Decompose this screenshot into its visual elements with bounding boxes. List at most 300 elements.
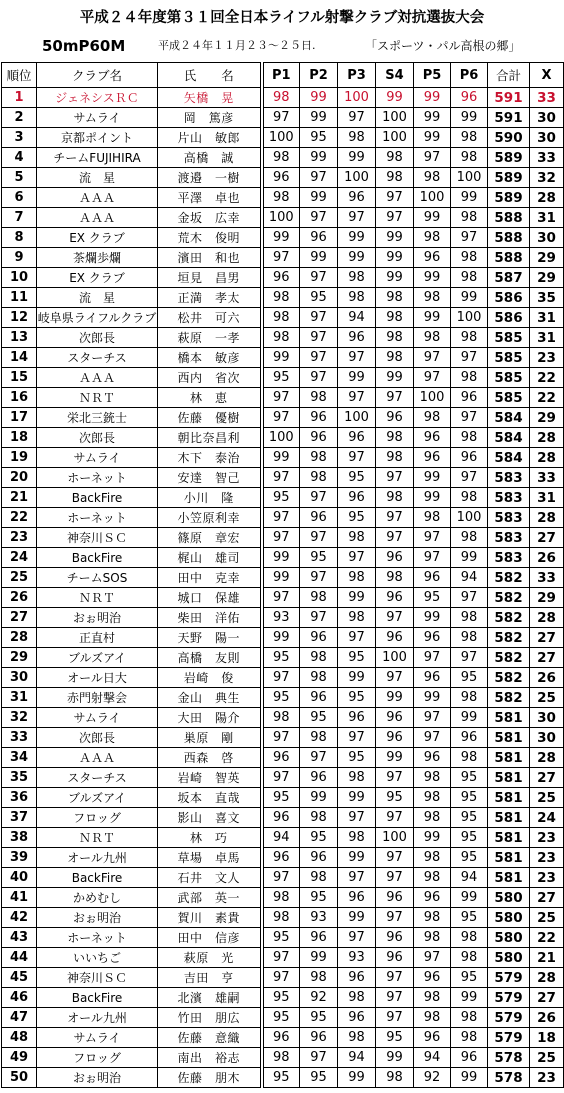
score-p5-cell: 99 bbox=[414, 268, 451, 288]
score-p1-cell: 96 bbox=[262, 748, 300, 768]
score-p1-cell: 99 bbox=[262, 568, 300, 588]
score-s4-cell: 99 bbox=[376, 748, 414, 768]
score-p1-cell: 95 bbox=[262, 988, 300, 1008]
x-count-cell: 27 bbox=[530, 628, 564, 648]
name-cell: 濱田 和也 bbox=[158, 248, 262, 268]
x-count-cell: 28 bbox=[530, 508, 564, 528]
table-row bbox=[2, 288, 564, 308]
name-cell: 吉田 亨 bbox=[158, 968, 262, 988]
score-p2-cell: 96 bbox=[300, 508, 338, 528]
table-row bbox=[2, 948, 564, 968]
score-p2-cell: 96 bbox=[300, 628, 338, 648]
table-row bbox=[2, 568, 564, 588]
score-s4-cell: 98 bbox=[376, 168, 414, 188]
x-count-cell: 26 bbox=[530, 1008, 564, 1028]
score-p1-cell: 97 bbox=[262, 528, 300, 548]
table-row bbox=[2, 588, 564, 608]
score-p5-cell: 96 bbox=[414, 428, 451, 448]
score-s4-cell: 95 bbox=[376, 788, 414, 808]
club-cell: サムライ bbox=[37, 108, 158, 128]
score-p2-cell: 95 bbox=[300, 128, 338, 148]
score-p1-cell: 97 bbox=[262, 948, 300, 968]
score-p6-cell: 97 bbox=[451, 228, 488, 248]
total-cell: 580 bbox=[488, 908, 530, 928]
score-p2-cell: 95 bbox=[300, 828, 338, 848]
score-p5-cell: 99 bbox=[414, 128, 451, 148]
score-p5-cell: 98 bbox=[414, 328, 451, 348]
score-s4-cell: 96 bbox=[376, 408, 414, 428]
table-row bbox=[2, 888, 564, 908]
table-row bbox=[2, 528, 564, 548]
table-row bbox=[2, 408, 564, 428]
club-cell: ジェネシスＲＣ bbox=[37, 88, 158, 108]
score-p6-cell: 95 bbox=[451, 848, 488, 868]
score-p1-cell: 97 bbox=[262, 588, 300, 608]
rank-cell: 35 bbox=[2, 768, 37, 788]
rank-cell: 12 bbox=[2, 308, 37, 328]
rank-cell: 26 bbox=[2, 588, 37, 608]
rank-cell: 21 bbox=[2, 488, 37, 508]
name-cell: 小笠原利幸 bbox=[158, 508, 262, 528]
club-cell: ＡＡＡ bbox=[37, 188, 158, 208]
score-p3-cell: 97 bbox=[338, 928, 376, 948]
table-row bbox=[2, 148, 564, 168]
table-row bbox=[2, 488, 564, 508]
score-p2-cell: 96 bbox=[300, 408, 338, 428]
x-count-cell: 29 bbox=[530, 248, 564, 268]
name-cell: 巣原 剛 bbox=[158, 728, 262, 748]
total-cell: 584 bbox=[488, 408, 530, 428]
total-cell: 582 bbox=[488, 688, 530, 708]
club-cell: 流 星 bbox=[37, 168, 158, 188]
club-cell: サムライ bbox=[37, 1028, 158, 1048]
name-cell: 高橋 誠 bbox=[158, 148, 262, 168]
rank-cell: 34 bbox=[2, 748, 37, 768]
x-count-cell: 24 bbox=[530, 808, 564, 828]
score-p3-cell: 99 bbox=[338, 368, 376, 388]
score-p5-cell: 98 bbox=[414, 988, 451, 1008]
total-cell: 586 bbox=[488, 308, 530, 328]
rank-cell: 47 bbox=[2, 1008, 37, 1028]
score-s4-cell: 96 bbox=[376, 628, 414, 648]
header-p1: P1 bbox=[262, 63, 300, 88]
table-row bbox=[2, 228, 564, 248]
table-row bbox=[2, 268, 564, 288]
rank-cell: 38 bbox=[2, 828, 37, 848]
score-p5-cell: 97 bbox=[414, 648, 451, 668]
rank-cell: 17 bbox=[2, 408, 37, 428]
score-p6-cell: 95 bbox=[451, 808, 488, 828]
table-row bbox=[2, 708, 564, 728]
results-table bbox=[1, 62, 564, 1088]
score-p3-cell: 99 bbox=[338, 248, 376, 268]
score-p2-cell: 96 bbox=[300, 228, 338, 248]
rank-cell: 10 bbox=[2, 268, 37, 288]
score-p1-cell: 95 bbox=[262, 1008, 300, 1028]
name-cell: 高橋 友則 bbox=[158, 648, 262, 668]
table-row bbox=[2, 108, 564, 128]
club-cell: チームFUJIHIRA bbox=[37, 148, 158, 168]
table-row bbox=[2, 908, 564, 928]
table-row bbox=[2, 768, 564, 788]
score-s4-cell: 98 bbox=[376, 348, 414, 368]
score-p1-cell: 100 bbox=[262, 428, 300, 448]
rank-cell: 39 bbox=[2, 848, 37, 868]
x-count-cell: 30 bbox=[530, 708, 564, 728]
score-s4-cell: 100 bbox=[376, 128, 414, 148]
x-count-cell: 27 bbox=[530, 528, 564, 548]
x-count-cell: 27 bbox=[530, 988, 564, 1008]
table-row bbox=[2, 1028, 564, 1048]
score-p2-cell: 97 bbox=[300, 268, 338, 288]
rank-cell: 19 bbox=[2, 448, 37, 468]
x-count-cell: 28 bbox=[530, 188, 564, 208]
name-cell: 荒木 俊明 bbox=[158, 228, 262, 248]
x-count-cell: 28 bbox=[530, 608, 564, 628]
score-p5-cell: 98 bbox=[414, 808, 451, 828]
header-s4: S4 bbox=[376, 63, 414, 88]
name-cell: 片山 敏郎 bbox=[158, 128, 262, 148]
name-cell: 木下 泰治 bbox=[158, 448, 262, 468]
score-p2-cell: 99 bbox=[300, 108, 338, 128]
name-cell: 金坂 広幸 bbox=[158, 208, 262, 228]
score-p2-cell: 97 bbox=[300, 348, 338, 368]
club-cell: ＡＡＡ bbox=[37, 748, 158, 768]
rank-cell: 13 bbox=[2, 328, 37, 348]
score-s4-cell: 98 bbox=[376, 328, 414, 348]
x-count-cell: 32 bbox=[530, 168, 564, 188]
score-p5-cell: 99 bbox=[414, 688, 451, 708]
x-count-cell: 31 bbox=[530, 208, 564, 228]
total-cell: 589 bbox=[488, 148, 530, 168]
score-p2-cell: 97 bbox=[300, 1048, 338, 1068]
table-row bbox=[2, 248, 564, 268]
score-p6-cell: 98 bbox=[451, 488, 488, 508]
score-p3-cell: 98 bbox=[338, 988, 376, 1008]
score-s4-cell: 97 bbox=[376, 988, 414, 1008]
total-cell: 591 bbox=[488, 88, 530, 108]
score-p1-cell: 99 bbox=[262, 548, 300, 568]
score-p3-cell: 97 bbox=[338, 348, 376, 368]
score-p6-cell: 94 bbox=[451, 568, 488, 588]
total-cell: 588 bbox=[488, 208, 530, 228]
score-p6-cell: 96 bbox=[451, 728, 488, 748]
score-s4-cell: 97 bbox=[376, 528, 414, 548]
club-cell: おぉ明治 bbox=[37, 608, 158, 628]
rank-cell: 11 bbox=[2, 288, 37, 308]
score-p6-cell: 95 bbox=[451, 668, 488, 688]
total-cell: 582 bbox=[488, 608, 530, 628]
club-cell: ホーネット bbox=[37, 468, 158, 488]
header-x: X bbox=[530, 63, 564, 88]
score-p3-cell: 96 bbox=[338, 328, 376, 348]
header-p6: P6 bbox=[451, 63, 488, 88]
score-p2-cell: 96 bbox=[300, 688, 338, 708]
score-s4-cell: 98 bbox=[376, 308, 414, 328]
score-p1-cell: 98 bbox=[262, 148, 300, 168]
score-s4-cell: 97 bbox=[376, 968, 414, 988]
score-p3-cell: 97 bbox=[338, 388, 376, 408]
score-p1-cell: 100 bbox=[262, 208, 300, 228]
name-cell: 岩崎 智英 bbox=[158, 768, 262, 788]
score-s4-cell: 98 bbox=[376, 568, 414, 588]
x-count-cell: 33 bbox=[530, 568, 564, 588]
score-p5-cell: 96 bbox=[414, 568, 451, 588]
score-p5-cell: 96 bbox=[414, 668, 451, 688]
score-s4-cell: 99 bbox=[376, 368, 414, 388]
x-count-cell: 29 bbox=[530, 588, 564, 608]
table-row bbox=[2, 628, 564, 648]
x-count-cell: 31 bbox=[530, 328, 564, 348]
table-row bbox=[2, 388, 564, 408]
score-s4-cell: 99 bbox=[376, 268, 414, 288]
score-p2-cell: 97 bbox=[300, 168, 338, 188]
club-cell: 神奈川ＳＣ bbox=[37, 528, 158, 548]
club-cell: サムライ bbox=[37, 448, 158, 468]
table-row bbox=[2, 848, 564, 868]
x-count-cell: 21 bbox=[530, 948, 564, 968]
score-s4-cell: 96 bbox=[376, 548, 414, 568]
x-count-cell: 35 bbox=[530, 288, 564, 308]
x-count-cell: 27 bbox=[530, 768, 564, 788]
score-p1-cell: 97 bbox=[262, 728, 300, 748]
table-row bbox=[2, 308, 564, 328]
total-cell: 578 bbox=[488, 1068, 530, 1088]
rank-cell: 24 bbox=[2, 548, 37, 568]
table-row bbox=[2, 168, 564, 188]
score-p6-cell: 98 bbox=[451, 148, 488, 168]
score-p6-cell: 99 bbox=[451, 288, 488, 308]
score-p2-cell: 98 bbox=[300, 808, 338, 828]
score-s4-cell: 97 bbox=[376, 848, 414, 868]
name-cell: 垣見 昌男 bbox=[158, 268, 262, 288]
header-row bbox=[2, 63, 564, 88]
club-cell: おぉ明治 bbox=[37, 908, 158, 928]
score-p2-cell: 95 bbox=[300, 888, 338, 908]
score-p3-cell: 96 bbox=[338, 1008, 376, 1028]
score-p5-cell: 98 bbox=[414, 168, 451, 188]
score-p1-cell: 100 bbox=[262, 128, 300, 148]
score-p5-cell: 98 bbox=[414, 288, 451, 308]
rank-cell: 14 bbox=[2, 348, 37, 368]
score-p3-cell: 99 bbox=[338, 1068, 376, 1088]
score-s4-cell: 97 bbox=[376, 468, 414, 488]
x-count-cell: 28 bbox=[530, 428, 564, 448]
table-row bbox=[2, 728, 564, 748]
total-cell: 582 bbox=[488, 668, 530, 688]
table-row bbox=[2, 868, 564, 888]
total-cell: 581 bbox=[488, 848, 530, 868]
score-p3-cell: 95 bbox=[338, 688, 376, 708]
score-p5-cell: 96 bbox=[414, 248, 451, 268]
score-p2-cell: 97 bbox=[300, 488, 338, 508]
score-p6-cell: 98 bbox=[451, 208, 488, 228]
score-p1-cell: 98 bbox=[262, 328, 300, 348]
score-p6-cell: 96 bbox=[451, 88, 488, 108]
score-p2-cell: 98 bbox=[300, 648, 338, 668]
score-p3-cell: 98 bbox=[338, 568, 376, 588]
name-cell: 天野 陽一 bbox=[158, 628, 262, 648]
score-p6-cell: 98 bbox=[451, 688, 488, 708]
score-p1-cell: 97 bbox=[262, 868, 300, 888]
score-p6-cell: 98 bbox=[451, 748, 488, 768]
score-p2-cell: 97 bbox=[300, 308, 338, 328]
rank-cell: 43 bbox=[2, 928, 37, 948]
rank-cell: 9 bbox=[2, 248, 37, 268]
score-p6-cell: 98 bbox=[451, 528, 488, 548]
table-row bbox=[2, 928, 564, 948]
score-p6-cell: 99 bbox=[451, 708, 488, 728]
name-cell: 篠原 章宏 bbox=[158, 528, 262, 548]
score-s4-cell: 96 bbox=[376, 948, 414, 968]
score-p5-cell: 96 bbox=[414, 1028, 451, 1048]
score-p2-cell: 97 bbox=[300, 748, 338, 768]
table-row bbox=[2, 828, 564, 848]
club-cell: ホーネット bbox=[37, 928, 158, 948]
total-cell: 583 bbox=[488, 468, 530, 488]
score-p1-cell: 95 bbox=[262, 488, 300, 508]
score-s4-cell: 96 bbox=[376, 928, 414, 948]
score-s4-cell: 99 bbox=[376, 1048, 414, 1068]
score-p5-cell: 98 bbox=[414, 928, 451, 948]
score-p3-cell: 98 bbox=[338, 1028, 376, 1048]
score-p1-cell: 97 bbox=[262, 408, 300, 428]
rank-cell: 15 bbox=[2, 368, 37, 388]
header-p3: P3 bbox=[338, 63, 376, 88]
score-p6-cell: 99 bbox=[451, 988, 488, 1008]
score-p1-cell: 93 bbox=[262, 608, 300, 628]
score-s4-cell: 99 bbox=[376, 228, 414, 248]
name-cell: 岡 篤彦 bbox=[158, 108, 262, 128]
name-cell: 渡邉 一樹 bbox=[158, 168, 262, 188]
score-s4-cell: 97 bbox=[376, 508, 414, 528]
score-p5-cell: 98 bbox=[414, 1008, 451, 1028]
club-cell: ブルズアイ bbox=[37, 648, 158, 668]
table-row bbox=[2, 128, 564, 148]
score-p1-cell: 99 bbox=[262, 448, 300, 468]
score-p1-cell: 96 bbox=[262, 268, 300, 288]
score-p3-cell: 97 bbox=[338, 808, 376, 828]
score-p1-cell: 95 bbox=[262, 688, 300, 708]
score-p6-cell: 99 bbox=[451, 188, 488, 208]
x-count-cell: 28 bbox=[530, 448, 564, 468]
name-cell: 萩原 光 bbox=[158, 948, 262, 968]
score-p5-cell: 97 bbox=[414, 148, 451, 168]
rank-cell: 30 bbox=[2, 668, 37, 688]
x-count-cell: 22 bbox=[530, 368, 564, 388]
score-p6-cell: 98 bbox=[451, 928, 488, 948]
score-s4-cell: 100 bbox=[376, 828, 414, 848]
name-cell: 橋本 敏彦 bbox=[158, 348, 262, 368]
total-cell: 582 bbox=[488, 568, 530, 588]
name-cell: 賀川 素貴 bbox=[158, 908, 262, 928]
table-row bbox=[2, 428, 564, 448]
score-p2-cell: 96 bbox=[300, 428, 338, 448]
score-p5-cell: 96 bbox=[414, 748, 451, 768]
table-row bbox=[2, 548, 564, 568]
score-s4-cell: 96 bbox=[376, 888, 414, 908]
score-s4-cell: 98 bbox=[376, 148, 414, 168]
score-s4-cell: 97 bbox=[376, 388, 414, 408]
table-row bbox=[2, 348, 564, 368]
score-p1-cell: 97 bbox=[262, 108, 300, 128]
score-p2-cell: 99 bbox=[300, 948, 338, 968]
name-cell: 竹田 朋広 bbox=[158, 1008, 262, 1028]
score-p5-cell: 98 bbox=[414, 788, 451, 808]
score-p1-cell: 99 bbox=[262, 348, 300, 368]
score-p5-cell: 99 bbox=[414, 308, 451, 328]
score-p1-cell: 96 bbox=[262, 168, 300, 188]
score-p6-cell: 98 bbox=[451, 948, 488, 968]
club-cell: フロッグ bbox=[37, 808, 158, 828]
score-p3-cell: 96 bbox=[338, 428, 376, 448]
score-p1-cell: 95 bbox=[262, 788, 300, 808]
score-p1-cell: 95 bbox=[262, 368, 300, 388]
score-p5-cell: 98 bbox=[414, 848, 451, 868]
rank-cell: 48 bbox=[2, 1028, 37, 1048]
score-s4-cell: 98 bbox=[376, 488, 414, 508]
club-cell: BackFire bbox=[37, 548, 158, 568]
rank-cell: 32 bbox=[2, 708, 37, 728]
score-p5-cell: 98 bbox=[414, 228, 451, 248]
header-p5: P5 bbox=[414, 63, 451, 88]
score-p5-cell: 95 bbox=[414, 588, 451, 608]
total-cell: 581 bbox=[488, 748, 530, 768]
rank-cell: 37 bbox=[2, 808, 37, 828]
score-p3-cell: 97 bbox=[338, 448, 376, 468]
score-p6-cell: 98 bbox=[451, 1028, 488, 1048]
total-cell: 579 bbox=[488, 1008, 530, 1028]
score-p6-cell: 99 bbox=[451, 888, 488, 908]
x-count-cell: 25 bbox=[530, 688, 564, 708]
rank-cell: 50 bbox=[2, 1068, 37, 1088]
score-p2-cell: 99 bbox=[300, 148, 338, 168]
club-cell: 赤門射撃会 bbox=[37, 688, 158, 708]
club-cell: 神奈川ＳＣ bbox=[37, 968, 158, 988]
score-p3-cell: 94 bbox=[338, 1048, 376, 1068]
table-row bbox=[2, 648, 564, 668]
score-p2-cell: 92 bbox=[300, 988, 338, 1008]
score-p3-cell: 93 bbox=[338, 948, 376, 968]
name-cell: 田中 信彦 bbox=[158, 928, 262, 948]
score-p5-cell: 99 bbox=[414, 468, 451, 488]
name-cell: 小川 隆 bbox=[158, 488, 262, 508]
score-p5-cell: 96 bbox=[414, 968, 451, 988]
club-cell: オール九州 bbox=[37, 1008, 158, 1028]
table-row bbox=[2, 368, 564, 388]
rank-cell: 33 bbox=[2, 728, 37, 748]
total-cell: 583 bbox=[488, 528, 530, 548]
club-cell: スターチス bbox=[37, 768, 158, 788]
table-row bbox=[2, 968, 564, 988]
rank-cell: 27 bbox=[2, 608, 37, 628]
score-p1-cell: 95 bbox=[262, 928, 300, 948]
table-row bbox=[2, 448, 564, 468]
score-p2-cell: 98 bbox=[300, 448, 338, 468]
rank-cell: 28 bbox=[2, 628, 37, 648]
score-p3-cell: 95 bbox=[338, 508, 376, 528]
total-cell: 583 bbox=[488, 508, 530, 528]
table-row bbox=[2, 208, 564, 228]
score-s4-cell: 95 bbox=[376, 1028, 414, 1048]
name-cell: 林 巧 bbox=[158, 828, 262, 848]
score-p2-cell: 96 bbox=[300, 1028, 338, 1048]
x-count-cell: 23 bbox=[530, 828, 564, 848]
header-rank: 順位 bbox=[2, 63, 37, 88]
x-count-cell: 23 bbox=[530, 868, 564, 888]
table-row bbox=[2, 988, 564, 1008]
score-p2-cell: 98 bbox=[300, 588, 338, 608]
